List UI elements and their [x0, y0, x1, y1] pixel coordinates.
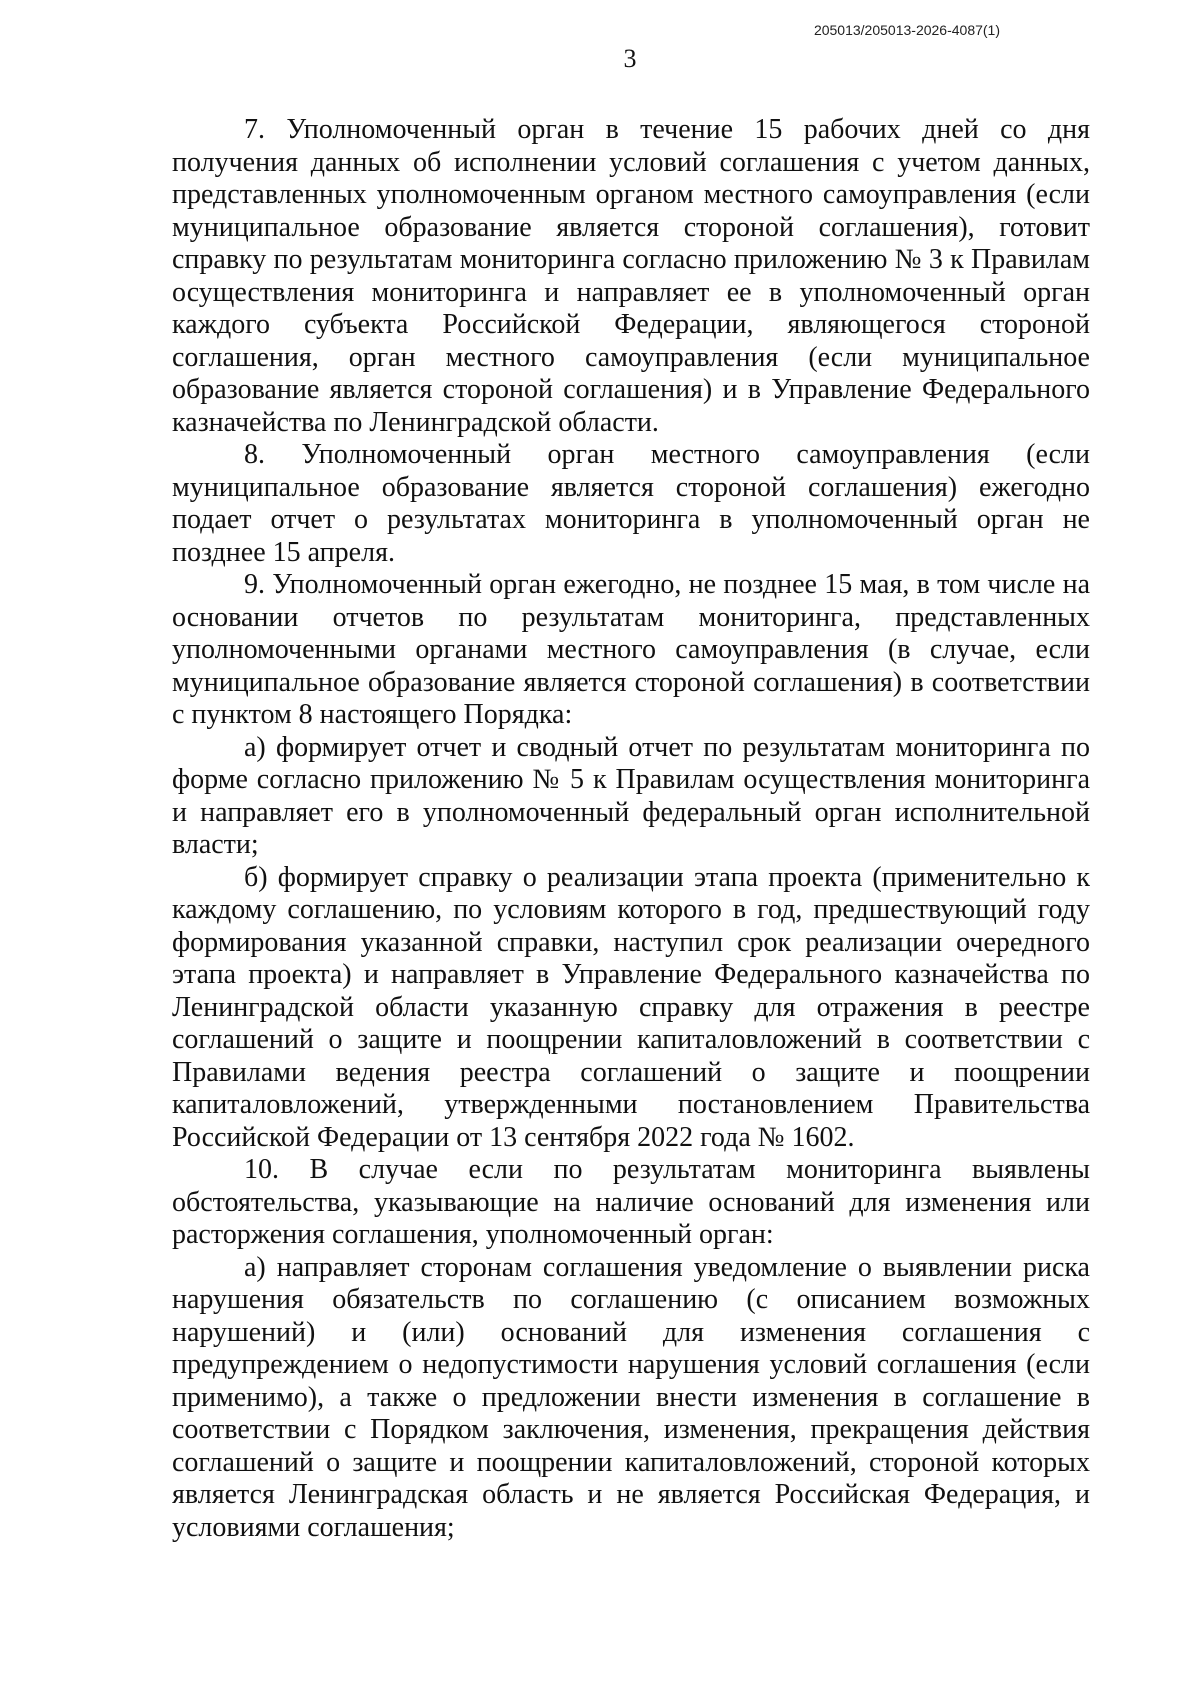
document-id: 205013/205013-2026-4087(1) — [813, 22, 1000, 38]
paragraph-7: 7. Уполномоченный орган в течение 15 рабочих дней со дня получения данных об исполнении условий соглашения с учетом данных, представленных уполномоченным органом местного самоуправления (если муниципальное образование является стороной соглашения), готовит справку по результатам мониторинга согласно приложению № 3 к Правилам осуществления мониторинга и направляет ее в уполномоченный орган каждого субъекта Российской Федерации, являющегося стороной соглашения, орган местного самоуправления (если муниципальное образование является стороной соглашения) и в Управление Федерального казначейства по Ленинградской области. — [172, 114, 1090, 438]
paragraph-10: 10. В случае если по результатам мониторинга выявлены обстоятельства, указывающие на наличие оснований для изменения или расторжения соглашения, уполномоченный орган: — [172, 1154, 1090, 1250]
paragraph-9b: б) формирует справку о реализации этапа проекта (применительно к каждому соглашению, по условиям которого в год, предшествующий году формирования указанной справки, наступил срок реализации очередного этапа проекта) и направляет в Управление Федерального казначейства по Ленинградской области указанную справку для отражения в реестре соглашений о защите и поощрении капиталовложений в соответствии с Правилами ведения реестра соглашений о защите и поощрении капиталовложений, утвержденными постановлением Правительства Российской Федерации от 13 сентября 2022 года № 1602. — [172, 861, 1090, 1153]
document-body — [172, 114, 1090, 1544]
paragraph-9a: а) формирует отчет и сводный отчет по результатам мониторинга по форме согласно приложению № 5 к Правилам осуществления мониторинга и направляет его в уполномоченный федеральный орган исполнительной власти; — [172, 731, 1090, 860]
paragraph-8: 8. Уполномоченный орган местного самоуправления (если муниципальное образование является стороной соглашения) ежегодно подает отчет о результатах мониторинга в уполномоченный орган не позднее 15 апреля. — [172, 439, 1090, 568]
page-number: 3 — [623, 44, 637, 73]
paragraph-9: 9. Уполномоченный орган ежегодно, не позднее 15 мая, в том числе на основании отчетов по результатам мониторинга, представленных уполномоченными органами местного самоуправления (в случае, если муниципальное образование является стороной соглашения) в соответствии с пунктом 8 настоящего Порядка: — [172, 569, 1090, 730]
paragraph-10a: а) направляет сторонам соглашения уведомление о выявлении риска нарушения обязательств по соглашению (с описанием возможных нарушений) и (или) оснований для изменения соглашения с предупреждением о недопустимости нарушения условий соглашения (если применимо), а также о предложении внести изменения в соглашение в соответствии с Порядком заключения, изменения, прекращения действия соглашений о защите и поощрении капиталовложений, стороной которых является Ленинградская область и не является Российская Федерация, и условиями соглашения; — [172, 1251, 1090, 1543]
